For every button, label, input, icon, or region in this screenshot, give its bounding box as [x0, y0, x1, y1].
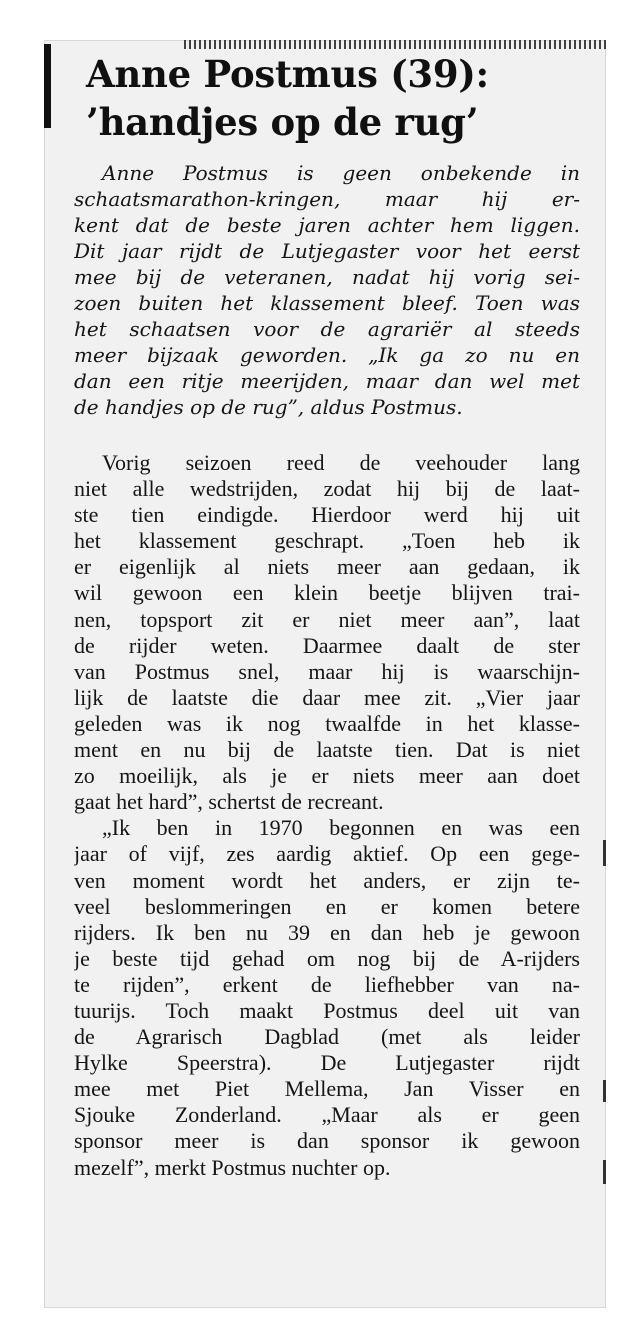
- intro-line: het schaatsen voor de agrariër al steeds: [74, 317, 580, 341]
- intro-line: zoen buiten het klassement bleef. Toen was: [74, 291, 580, 315]
- body-line: veel beslommeringen en er komen betere: [74, 893, 580, 919]
- intro-line: schaatsmarathon-kringen, maar hij er-: [74, 187, 580, 211]
- body-line: gaat het hard”, schertst de recreant.: [74, 789, 384, 815]
- body-line: ment en nu bij de laatste tien. Dat is niet: [74, 737, 580, 763]
- intro-line: de handjes op de rug”, aldus Postmus.: [74, 395, 463, 419]
- newspaper-clipping: [44, 40, 606, 1308]
- intro-line: kent dat de beste jaren achter hem liggen.: [74, 213, 580, 237]
- article-body: [74, 450, 580, 1181]
- body-line: sponsor meer is dan sponsor ik gewoon: [74, 1128, 580, 1154]
- body-line: het klassement geschrapt. „Toen heb ik: [74, 528, 580, 554]
- column-top-rule: [184, 40, 606, 49]
- body-line: van Postmus snel, maar hij is waarschijn-: [74, 658, 580, 684]
- body-line: de Agrarisch Dagblad (met als leider: [74, 1024, 580, 1050]
- column-edge-mark: [603, 840, 606, 866]
- body-line: niet alle wedstrijden, zodat hij bij de laat-: [74, 476, 580, 502]
- body-line: zo moeilijk, als je er niets meer aan doet: [74, 763, 580, 789]
- body-line: Vorig seizoen reed de veehouder lang: [102, 450, 580, 475]
- column-edge-mark: [603, 1080, 606, 1102]
- body-line: er eigenlijk al niets meer aan gedaan, ik: [74, 554, 580, 580]
- intro-line: Dit jaar rijdt de Lutjegaster voor het eerst: [74, 239, 580, 263]
- body-line: Sjouke Zonderland. „Maar als er geen: [74, 1102, 580, 1128]
- intro-line: mee bij de veteranen, nadat hij vorig sei-: [74, 265, 580, 289]
- headline-line: ’handjes op de rug’: [86, 100, 479, 144]
- intro-line: dan een ritje meerijden, maar dan wel met: [74, 369, 580, 393]
- body-line: Hylke Speerstra). De Lutjegaster rijdt: [74, 1050, 580, 1076]
- column-left-rule: [44, 44, 51, 128]
- body-line: rijders. Ik ben nu 39 en dan heb je gewoon: [74, 919, 580, 945]
- body-line: je beste tijd gehad om nog bij de A-rijders: [74, 945, 580, 971]
- intro-line: Anne Postmus is geen onbekende in: [102, 161, 580, 185]
- body-line: wil gewoon een klein beetje blijven trai-: [74, 580, 580, 606]
- body-line: mee met Piet Mellema, Jan Visser en: [74, 1076, 580, 1102]
- body-line: „Ik ben in 1970 begonnen en was een: [102, 815, 580, 841]
- body-line: jaar of vijf, zes aardig aktief. Op een gege-: [74, 841, 580, 867]
- article-intro: [74, 160, 580, 420]
- column-edge-mark: [603, 1160, 606, 1184]
- headline-line: Anne Postmus (39):: [86, 52, 489, 96]
- intro-line: meer bijzaak geworden. „Ik ga zo nu en: [74, 343, 580, 367]
- body-line: nen, topsport zit er niet meer aan”, laat: [74, 606, 580, 632]
- body-line: ven moment wordt het anders, er zijn te-: [74, 867, 580, 893]
- body-line: lijk de laatste die daar mee zit. „Vier jaar: [74, 684, 580, 710]
- body-line: geleden was ik nog twaalfde in het klasse-: [74, 710, 580, 736]
- body-line: te rijden”, erkent de liefhebber van na-: [74, 971, 580, 997]
- body-line: tuurijs. Toch maakt Postmus deel uit van: [74, 997, 580, 1023]
- body-line: ste tien eindigde. Hierdoor werd hij uit: [74, 502, 580, 528]
- body-line: de rijder weten. Daarmee daalt de ster: [74, 632, 580, 658]
- body-line: mezelf”, merkt Postmus nuchter op.: [74, 1154, 391, 1180]
- article-headline: [86, 50, 489, 146]
